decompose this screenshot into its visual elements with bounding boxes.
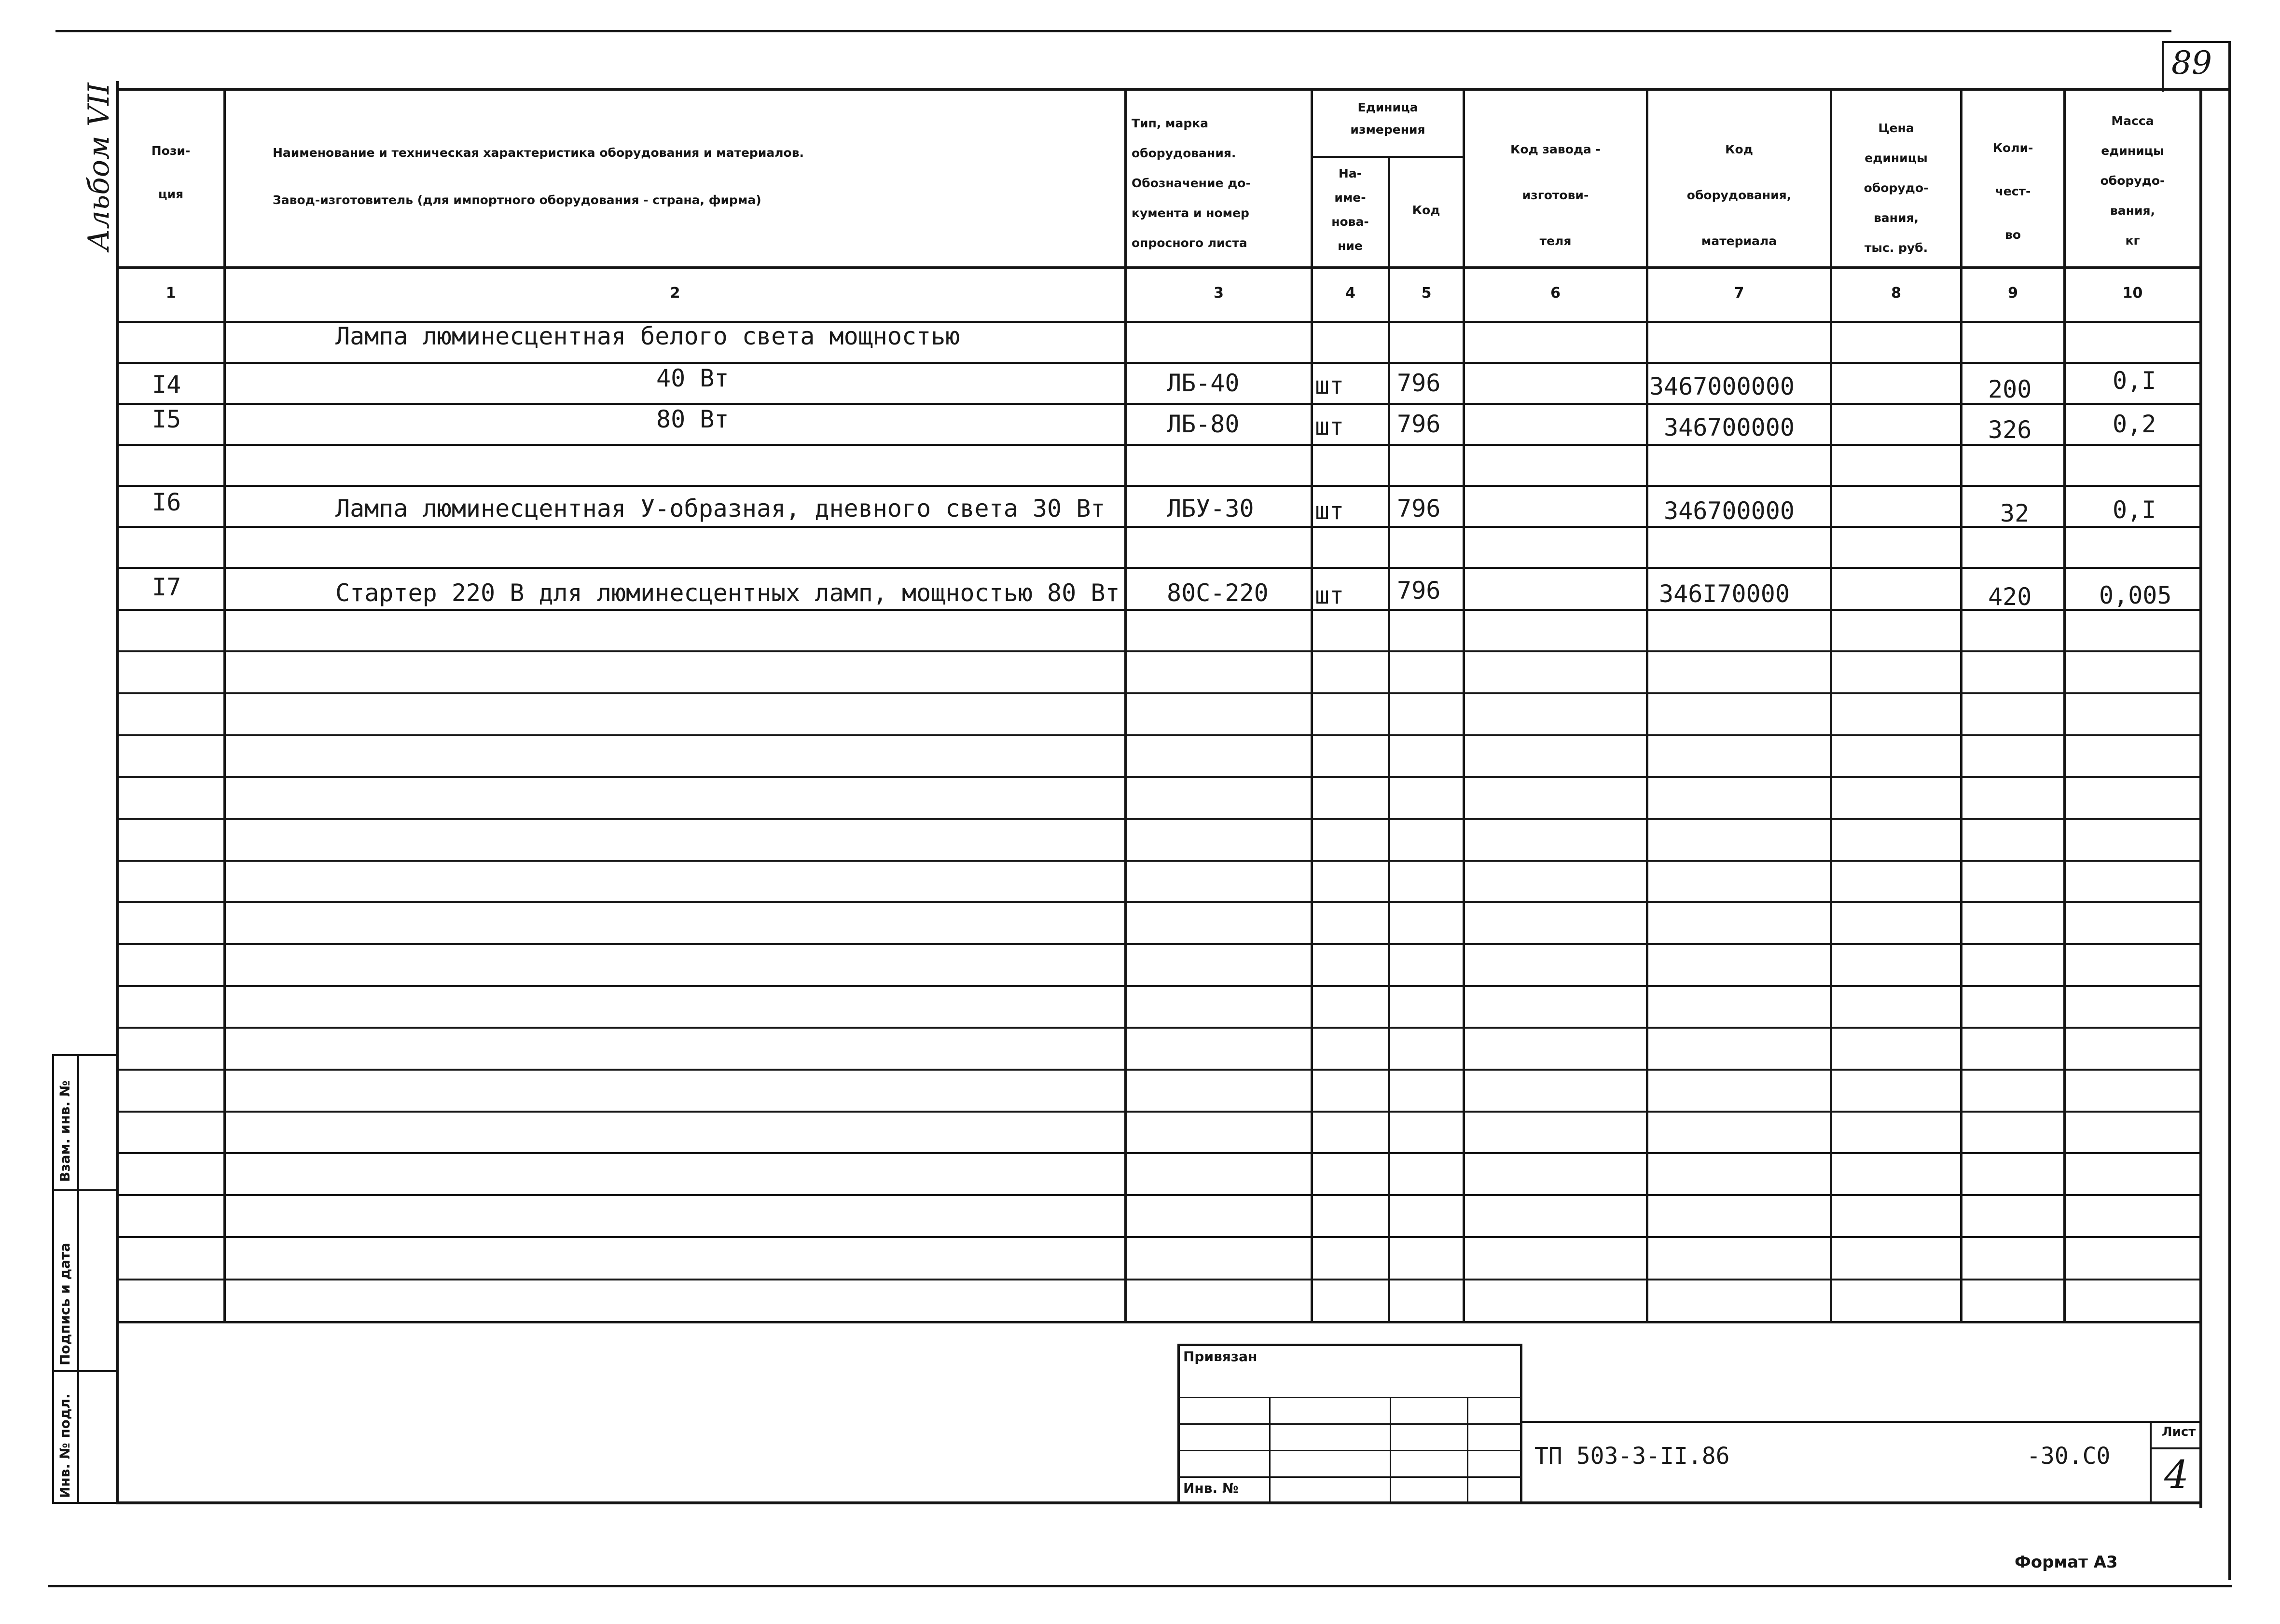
stamp-v2 xyxy=(1390,1397,1391,1503)
album-label: Альбом VII xyxy=(82,83,116,251)
row-line xyxy=(116,1111,2199,1113)
row-6-unit: шт xyxy=(1315,581,1344,609)
row-line xyxy=(116,609,2199,611)
sheet-label: Лист xyxy=(2162,1425,2196,1439)
stamp-h4 xyxy=(1177,1476,1522,1478)
col-num-6: 6 xyxy=(1550,285,1561,302)
col-line-6 xyxy=(1646,88,1648,1323)
corner-box-top xyxy=(2162,41,2231,43)
row-line xyxy=(116,692,2199,694)
row-line xyxy=(116,650,2199,652)
side-box-bottom xyxy=(52,1502,117,1504)
col-6-header: Код завода - изготови- теля xyxy=(1510,142,1601,248)
col-num-9: 9 xyxy=(2008,285,2018,302)
row-line xyxy=(116,526,2199,528)
row-1-qty: 200 xyxy=(1988,375,2032,403)
title-block-top xyxy=(1520,1421,2200,1423)
stamp-v3 xyxy=(1467,1397,1468,1503)
side-box-mid xyxy=(77,1054,79,1504)
format-label: Формат А3 xyxy=(2015,1553,2118,1572)
row-2-pos: I5 xyxy=(152,405,181,433)
document-suffix: -30.С0 xyxy=(2027,1443,2111,1470)
row-line xyxy=(116,444,2199,446)
row-0-name: Лампа люминесцентная белого света мощностью xyxy=(335,322,960,350)
row-4-mass: 0,I xyxy=(2113,496,2156,524)
row-2-unit: шт xyxy=(1315,413,1344,440)
row-line xyxy=(116,860,2199,862)
row-line xyxy=(116,818,2199,820)
row-1-mass: 0,I xyxy=(2113,367,2156,395)
col-line-7 xyxy=(1830,88,1832,1323)
document-code: ТП 503-3-II.86 xyxy=(1534,1443,1730,1470)
row-4-pos: I6 xyxy=(152,488,181,516)
row-4-type: ЛБУ-30 xyxy=(1167,495,1254,523)
row-line xyxy=(116,1027,2199,1029)
frame-left xyxy=(116,81,119,1504)
row-line xyxy=(116,1069,2199,1071)
col-7-header: Код оборудования, материала xyxy=(1686,142,1792,248)
col-num-3: 3 xyxy=(1214,285,1224,302)
col-line-2 xyxy=(1124,88,1127,1323)
row-line xyxy=(116,985,2199,987)
row-line xyxy=(116,901,2199,903)
row-4-unit-code: 796 xyxy=(1397,495,1441,523)
side-label-signature-date: Подпись и дата xyxy=(57,1242,73,1365)
row-6-pos: I7 xyxy=(152,573,181,601)
col-num-8: 8 xyxy=(1891,285,1901,302)
corner-box-left xyxy=(2162,41,2164,92)
row-4-code: 346700000 xyxy=(1664,497,1795,525)
row-4-qty: 32 xyxy=(2000,499,2030,527)
col-3-header: Тип, марка оборудования. Обозначение до- кумента и номер опросного листа xyxy=(1132,116,1251,250)
row-6-code: 346I70000 xyxy=(1659,580,1790,608)
row-6-mass: 0,005 xyxy=(2099,581,2172,609)
sheet-corner-number: 89 xyxy=(2171,44,2212,82)
row-line xyxy=(116,567,2199,569)
row-6-type: 80С-220 xyxy=(1167,579,1269,607)
row-2-mass: 0,2 xyxy=(2113,410,2156,438)
row-2-unit-code: 796 xyxy=(1397,410,1441,438)
stamp-h1 xyxy=(1177,1397,1522,1398)
table-bottom-line xyxy=(116,1321,2199,1323)
unit-group-header: Единица измерения xyxy=(1350,100,1425,137)
col-line-9 xyxy=(2063,88,2066,1323)
row-1-name: 40 Вт xyxy=(656,364,729,392)
row-6-name: Стартер 220 В для люминесцентных ламп, мощностью 80 Вт xyxy=(335,579,1120,607)
row-line xyxy=(116,403,2199,405)
row-1-code: 3467000000 xyxy=(1649,372,1795,400)
col-num-2: 2 xyxy=(670,285,680,302)
col-num-5: 5 xyxy=(1421,285,1432,302)
frame-right xyxy=(2199,89,2202,1508)
row-line xyxy=(116,1152,2199,1154)
row-2-type: ЛБ-80 xyxy=(1167,410,1240,438)
row-line xyxy=(116,485,2199,487)
col-line-4 xyxy=(1388,156,1390,1323)
row-1-unit: шт xyxy=(1315,372,1344,399)
sheet-box-left xyxy=(2150,1421,2152,1504)
row-line xyxy=(116,1236,2199,1238)
col-num-4: 4 xyxy=(1345,285,1355,302)
row-6-unit-code: 796 xyxy=(1397,577,1441,605)
row-line xyxy=(116,1194,2199,1196)
sheet-number: 4 xyxy=(2164,1452,2189,1497)
side-label-orig-inv: Инв. № подл. xyxy=(57,1393,73,1498)
row-4-unit: шт xyxy=(1315,497,1344,525)
col-num-7: 7 xyxy=(1734,285,1744,302)
stamp-inv-label: Инв. № xyxy=(1183,1480,1239,1496)
frame-top xyxy=(116,88,2229,91)
sheet-box-div xyxy=(2150,1447,2200,1449)
col-10-header: Масса единицы оборудо- вания, кг xyxy=(2100,114,2165,248)
header-bottom-line xyxy=(116,266,2199,269)
row-2-code: 346700000 xyxy=(1664,413,1795,441)
top-sheet-line xyxy=(55,30,2171,32)
side-box-left xyxy=(52,1054,54,1504)
row-line xyxy=(116,943,2199,945)
col-2-header: Наименование и техническая характеристика оборудования и материалов. Завод-изготовитель (для импортного оборудования - страна, фирма) xyxy=(273,146,804,207)
row-line xyxy=(116,362,2199,364)
col-num-1: 1 xyxy=(166,285,176,302)
stamp-h3 xyxy=(1177,1450,1522,1451)
side-label-replace-inv: Взам. инв. № xyxy=(57,1080,73,1182)
stamp-v1 xyxy=(1269,1397,1271,1503)
col-line-8 xyxy=(1960,88,1962,1323)
row-1-unit-code: 796 xyxy=(1397,369,1441,397)
col-1-header: Пози- ция xyxy=(151,144,191,201)
stamp-box-top xyxy=(1177,1344,1522,1346)
bottom-sheet-line xyxy=(48,1585,2232,1587)
right-sheet-line xyxy=(2228,41,2231,1580)
col-8-header: Цена единицы оборудо- вания, тыс. руб. xyxy=(1864,121,1929,255)
row-2-name: 80 Вт xyxy=(656,405,729,433)
row-6-qty: 420 xyxy=(1988,583,2032,611)
row-line xyxy=(116,776,2199,778)
col-line-5 xyxy=(1463,88,1465,1323)
col-num-10: 10 xyxy=(2122,285,2143,302)
row-line xyxy=(116,734,2199,736)
row-4-name: Лампа люминесцентная У-образная, дневного света 30 Вт xyxy=(335,495,1105,523)
frame-bottom xyxy=(116,1501,2202,1504)
col-9-header: Коли- чест- во xyxy=(1992,141,2033,242)
row-1-pos: I4 xyxy=(152,371,181,399)
stamp-h2 xyxy=(1177,1423,1522,1425)
col-4-header: На- име- нова- ние xyxy=(1331,166,1369,253)
row-1-type: ЛБ-40 xyxy=(1167,369,1240,397)
side-box-div1 xyxy=(52,1189,117,1191)
row-line xyxy=(116,1279,2199,1280)
side-box-div2 xyxy=(52,1370,117,1372)
stamp-bound-label: Привязан xyxy=(1183,1349,1257,1364)
row-2-qty: 326 xyxy=(1988,416,2032,444)
col-5-header: Код xyxy=(1412,203,1440,217)
col-line-1 xyxy=(223,88,226,1323)
side-box-top xyxy=(52,1054,117,1056)
col-line-3 xyxy=(1311,88,1313,1323)
